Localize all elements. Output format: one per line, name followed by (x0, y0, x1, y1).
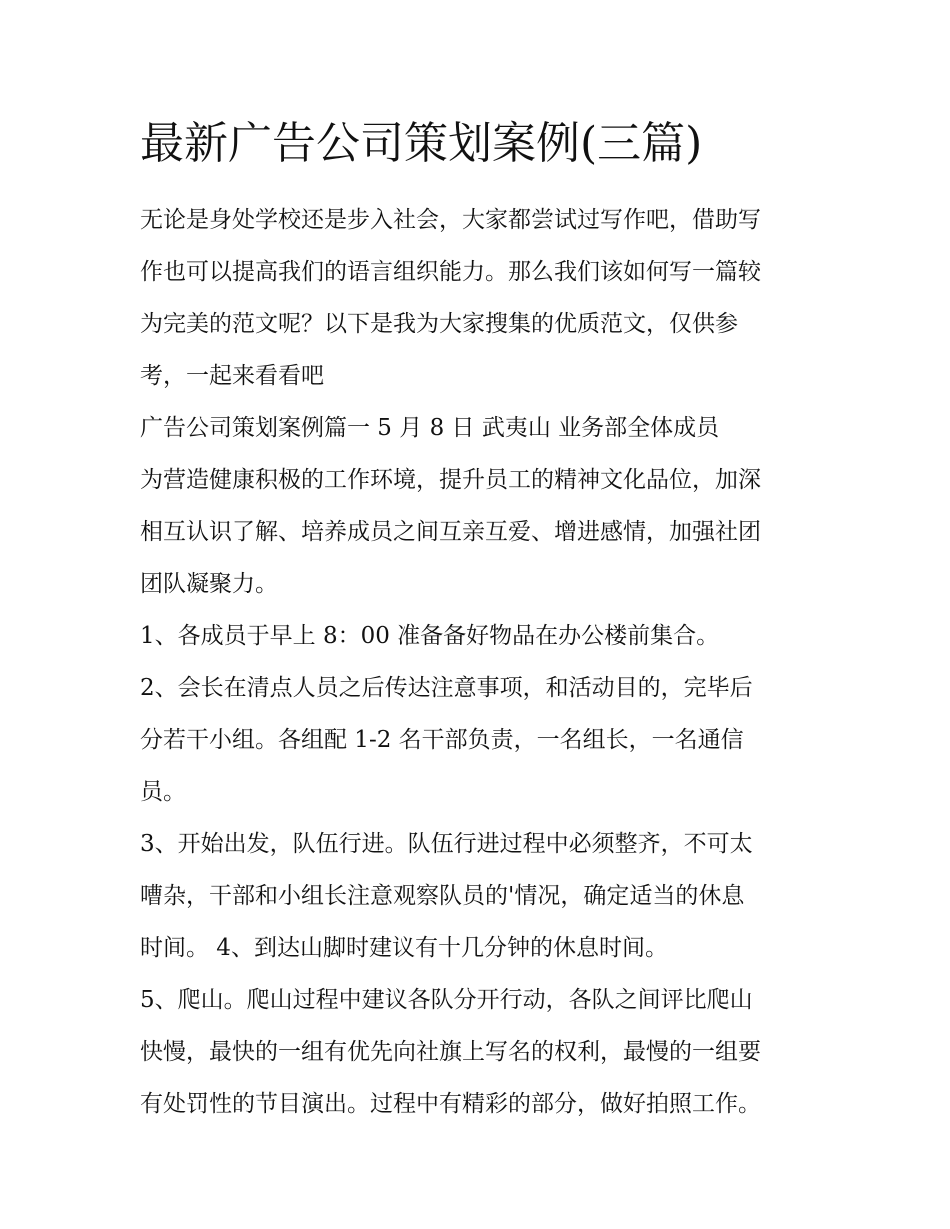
step-3-4-paragraph (140, 818, 820, 974)
document-content (140, 112, 820, 1130)
step-1-paragraph (140, 610, 820, 662)
step-line: 有处罚性的节目演出。过程中有精彩的部分，做好拍照工作。 (140, 1091, 761, 1117)
step-line: 嘈杂，干部和小组长注意观察队员的'情况，确定适当的休息 (140, 883, 745, 909)
purpose-line: 为营造健康积极的工作环境，提升员工的精神文化品位，加深 (140, 467, 761, 493)
step-line: 1、各成员于早上 8：00 准备备好物品在办公楼前集合。 (140, 623, 720, 649)
intro-line: 作也可以提高我们的语言组织能力。那么我们该如何写一篇较 (140, 259, 761, 285)
step-5-paragraph (140, 974, 820, 1130)
purpose-paragraph (140, 454, 820, 610)
intro-line: 考，一起来看看吧 (140, 363, 324, 389)
step-2-paragraph (140, 662, 820, 818)
intro-paragraph (140, 194, 820, 402)
section-heading: 广告公司策划案例篇一 5 月 8 日 武夷山 业务部全体成员 (140, 415, 720, 441)
purpose-line: 相互认识了解、培养成员之间互亲互爱、增进感情，加强社团 (140, 519, 761, 545)
section-heading-paragraph (140, 402, 820, 454)
step-line: 快慢，最快的一组有优先向社旗上写名的权利，最慢的一组要 (140, 1039, 761, 1065)
purpose-line: 团队凝聚力。 (140, 571, 278, 597)
step-line: 2、会长在清点人员之后传达注意事项，和活动目的，完毕后 (140, 675, 753, 701)
document-body (140, 194, 820, 1130)
step-line: 员。 (140, 779, 186, 805)
intro-line: 为完美的范文呢？以下是我为大家搜集的优质范文，仅供参 (140, 311, 738, 337)
step-line: 5、爬山。爬山过程中建议各队分开行动，各队之间评比爬山 (140, 987, 753, 1013)
document-title: 最新广告公司策划案例(三篇) (140, 118, 703, 169)
step-line: 3、开始出发，队伍行进。队伍行进过程中必须整齐，不可太 (140, 831, 753, 857)
step-line: 时间。 4、到达山脚时建议有十几分钟的休息时间。 (140, 935, 668, 961)
step-line: 分若干小组。各组配 1-2 名干部负责，一名组长，一名通信 (140, 727, 744, 753)
intro-line: 无论是身处学校还是步入社会，大家都尝试过写作吧，借助写 (140, 207, 761, 233)
